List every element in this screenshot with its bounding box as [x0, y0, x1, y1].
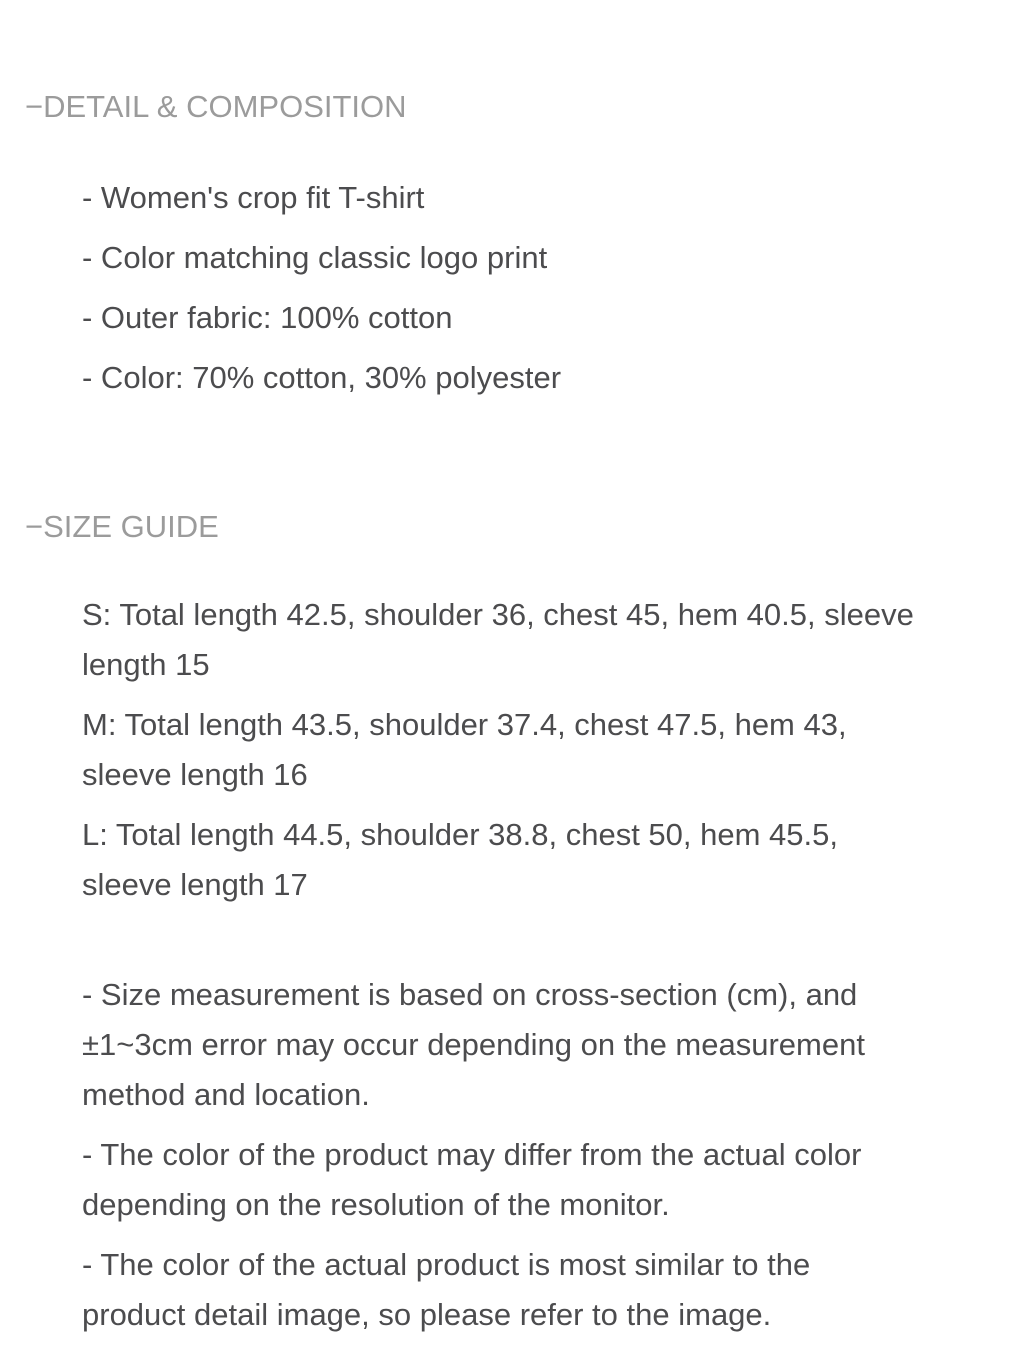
size-note-list: [82, 970, 994, 1340]
size-spec-line: M: Total length 43.5, shoulder 37.4, chest 47.5, hem 43,: [82, 707, 847, 742]
detail-item: - Outer fabric: 100% cotton: [82, 300, 453, 335]
size-spec-l: [82, 810, 994, 910]
size-note-line: product detail image, so please refer to the image.: [82, 1297, 772, 1332]
size-spec-list: [82, 590, 994, 910]
detail-item: - Color: 70% cotton, 30% polyester: [82, 360, 562, 395]
size-spec-line: sleeve length 17: [82, 867, 308, 902]
detail-item: - Women's crop fit T-shirt: [82, 180, 425, 215]
detail-item: - Color matching classic logo print: [82, 240, 548, 275]
size-guide-heading: −SIZE GUIDE: [25, 509, 219, 544]
size-spec-s: [82, 590, 994, 690]
detail-item-list: [82, 173, 994, 403]
size-note-refer-image: [82, 1240, 994, 1340]
size-guide-section: [25, 510, 994, 1340]
detail-composition-heading: −DETAIL & COMPOSITION: [25, 89, 407, 124]
size-note-measurement-error: [82, 970, 994, 1120]
size-note-line: - Size measurement is based on cross-section (cm), and: [82, 977, 858, 1012]
size-spec-line: length 15: [82, 647, 210, 682]
size-note-line: - The color of the actual product is most similar to the: [82, 1247, 811, 1282]
size-spec-m: [82, 700, 994, 800]
size-note-line: - The color of the product may differ from the actual color: [82, 1137, 862, 1172]
size-note-line: depending on the resolution of the monitor.: [82, 1187, 670, 1222]
size-note-line: method and location.: [82, 1077, 370, 1112]
detail-composition-section: [25, 90, 994, 403]
size-note-line: ±1~3cm error may occur depending on the measurement: [82, 1027, 865, 1062]
size-spec-line: S: Total length 42.5, shoulder 36, chest 45, hem 40.5, sleeve: [82, 597, 914, 632]
size-spec-line: sleeve length 16: [82, 757, 308, 792]
size-note-monitor-color: [82, 1130, 994, 1230]
size-spec-line: L: Total length 44.5, shoulder 38.8, chest 50, hem 45.5,: [82, 817, 839, 852]
